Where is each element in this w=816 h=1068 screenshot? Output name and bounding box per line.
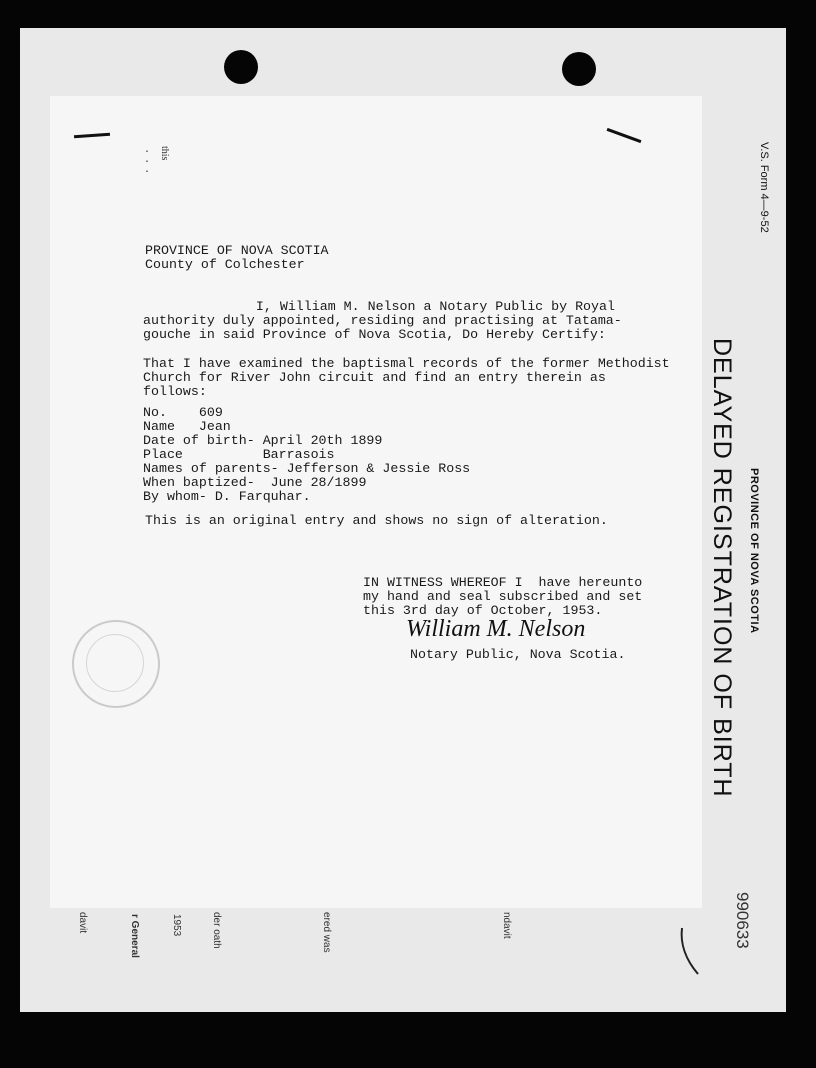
form-province: PROVINCE OF NOVA SCOTIA — [748, 468, 760, 634]
underlying-fragment: davit — [77, 912, 88, 934]
intro-line: authority duly appointed, residing and practising at Tatama- — [143, 313, 622, 328]
underlying-text-this: this — [159, 146, 170, 161]
punch-hole — [562, 52, 596, 86]
form-number: V.S. Form 4—9-52 — [758, 142, 770, 233]
signer-title: Notary Public, Nova Scotia. — [410, 647, 626, 662]
underlying-fragment: r General — [129, 914, 140, 958]
notary-seal — [72, 620, 160, 708]
witness-line: this 3rd day of October, 1953. — [363, 603, 603, 618]
entry-place: Place Barrasois — [143, 447, 335, 462]
finding-line: That I have examined the baptismal records of the former Methodist — [143, 356, 670, 371]
entry-number: No. 609 — [143, 405, 223, 420]
underlying-fragment: der oath — [211, 912, 222, 949]
entry-parents: Names of parents- Jefferson & Jessie Ross — [143, 461, 471, 476]
punch-hole — [224, 50, 258, 84]
finding-line: follows: — [143, 384, 207, 399]
entry-name: Name Jean — [143, 419, 231, 434]
underlying-fragment: 1953 — [171, 914, 182, 937]
form-dots: . . . — [144, 145, 151, 176]
form-title: DELAYED REGISTRATION OF BIRTH — [708, 338, 736, 798]
notary-signature — [406, 610, 646, 650]
witness-line: IN WITNESS WHEREOF I have hereunto — [363, 575, 643, 590]
entry-by-whom: By whom- D. Farquhar. — [143, 489, 311, 504]
pencil-mark — [676, 924, 706, 978]
signature-text: William M. Nelson — [406, 616, 586, 642]
witness-line: my hand and seal subscribed and set — [363, 589, 643, 604]
serial-number: 990633 — [733, 892, 752, 949]
entry-dob: Date of birth- April 20th 1899 — [143, 433, 383, 448]
affidavit-county: County of Colchester — [145, 257, 305, 272]
affidavit-province: PROVINCE OF NOVA SCOTIA — [145, 243, 329, 258]
intro-line: gouche in said Province of Nova Scotia, Do Hereby Certify: — [143, 327, 606, 342]
underlying-fragment: ered was — [321, 912, 332, 953]
intro-line: I, William M. Nelson a Notary Public by Royal — [216, 299, 615, 314]
finding-line: Church for River John circuit and find an entry therein as — [143, 370, 606, 385]
underlying-fragment: ndavit — [501, 912, 512, 939]
entry-baptized: When baptized- June 28/1899 — [143, 475, 367, 490]
statement: This is an original entry and shows no sign of alteration. — [145, 513, 608, 528]
